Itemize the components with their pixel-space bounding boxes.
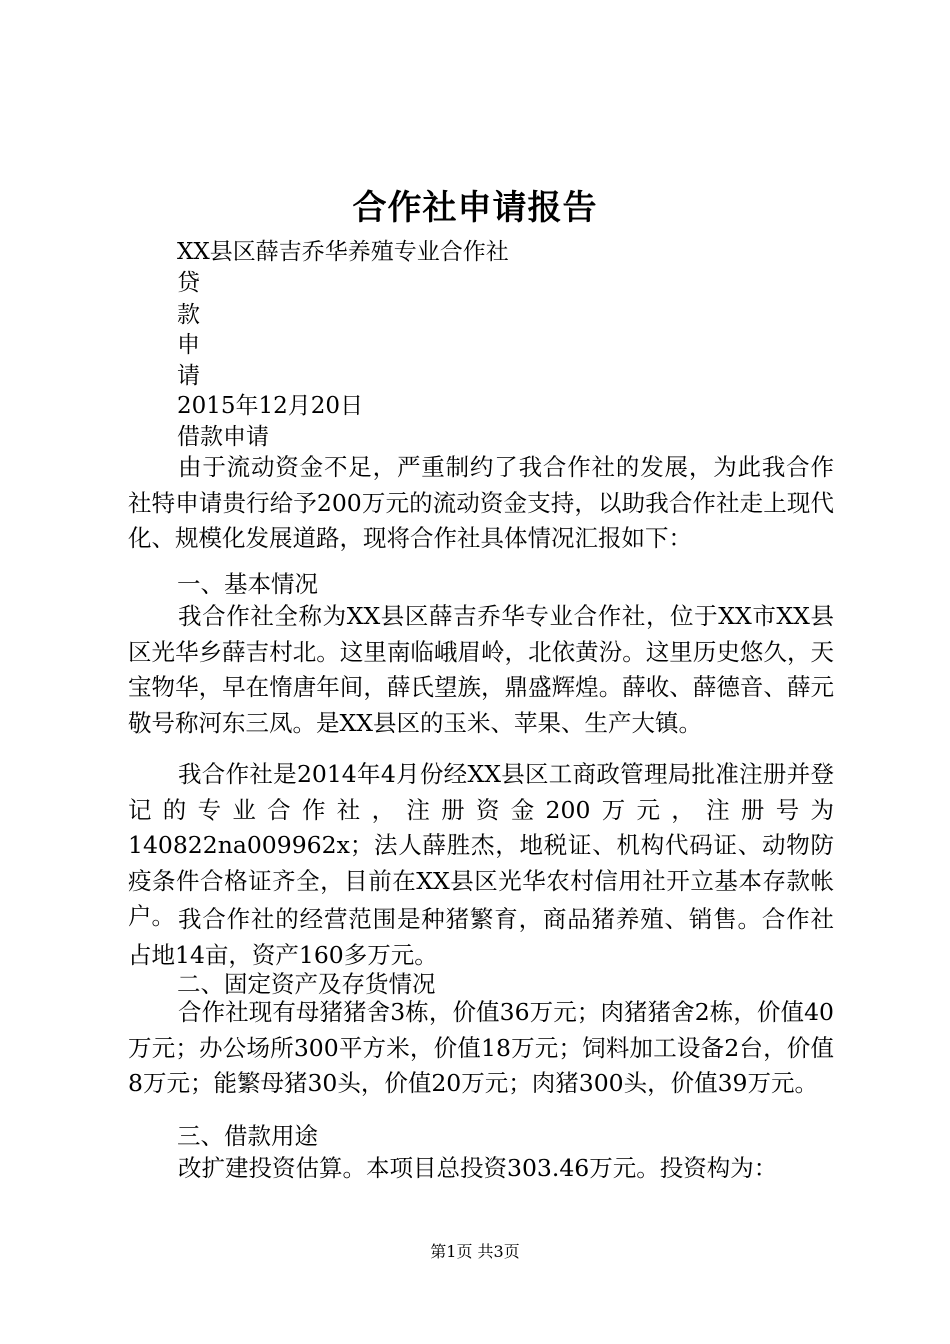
body-paragraph: 我合作社全称为XX县区薛吉乔华专业合作社，位于XX市XX县区光华乡薛吉村北。这里南临峨眉岭，北依黄汾。这里历史悠久，天宝物华，早在惰唐年间，薛氏望族，鼎盛辉煌。薛收、薛德音、薛元敬号称河东三凤。是XX县区的玉米、苹果、生产大镇。 (128, 602, 834, 737)
body-paragraph: 我合作社是2014年4月份经XX县区工商政管理局批准注册并登记的专业合作社，注册资金200万元，注册号为140822na009962x；法人薛胜杰，地税证、机构代码证、动物防疫条件合格证齐全，目前在XX县区光华农村信用社开立基本存款帐户。 (128, 760, 834, 930)
section-heading: 三、借款用途 (177, 1122, 318, 1150)
vertical-title-char: 贷 (177, 270, 200, 296)
document-date: 2015年12月20日 (177, 393, 364, 419)
vertical-title-char: 请 (177, 363, 200, 389)
body-paragraph: 我合作社的经营范围是种猪繁育，商品猪养殖、销售。合作社占地14亩，资产160多万元。 (128, 905, 834, 969)
document-title: 合作社申请报告 (352, 188, 598, 228)
page-footer: 第1页 共3页 (430, 1242, 520, 1261)
vertical-title-char: 申 (177, 332, 200, 358)
section-heading: 一、基本情况 (177, 570, 318, 598)
org-name: XX县区薛吉乔华养殖专业合作社 (177, 239, 509, 265)
body-paragraph: 改扩建投资估算。本项目总投资303.46万元。投资构为： (178, 1154, 778, 1182)
section-heading: 二、固定资产及存货情况 (177, 970, 436, 998)
vertical-title-char: 款 (177, 302, 200, 328)
body-paragraph: 合作社现有母猪猪舍3栋，价值36万元；肉猪猪舍2栋，价值40万元；办公场所300平方米，价值18万元；饲料加工设备2台，价值8万元；能繁母猪30头，价值20万元；肉猪300头，价值39万元。 (128, 998, 834, 1097)
document-subtitle: 借款申请 (177, 424, 269, 450)
intro-paragraph: 由于流动资金不足，严重制约了我合作社的发展，为此我合作社特申请贵行给予200万元的流动资金支持，以助我合作社走上现代化、规模化发展道路，现将合作社具体情况汇报如下： (128, 453, 834, 552)
